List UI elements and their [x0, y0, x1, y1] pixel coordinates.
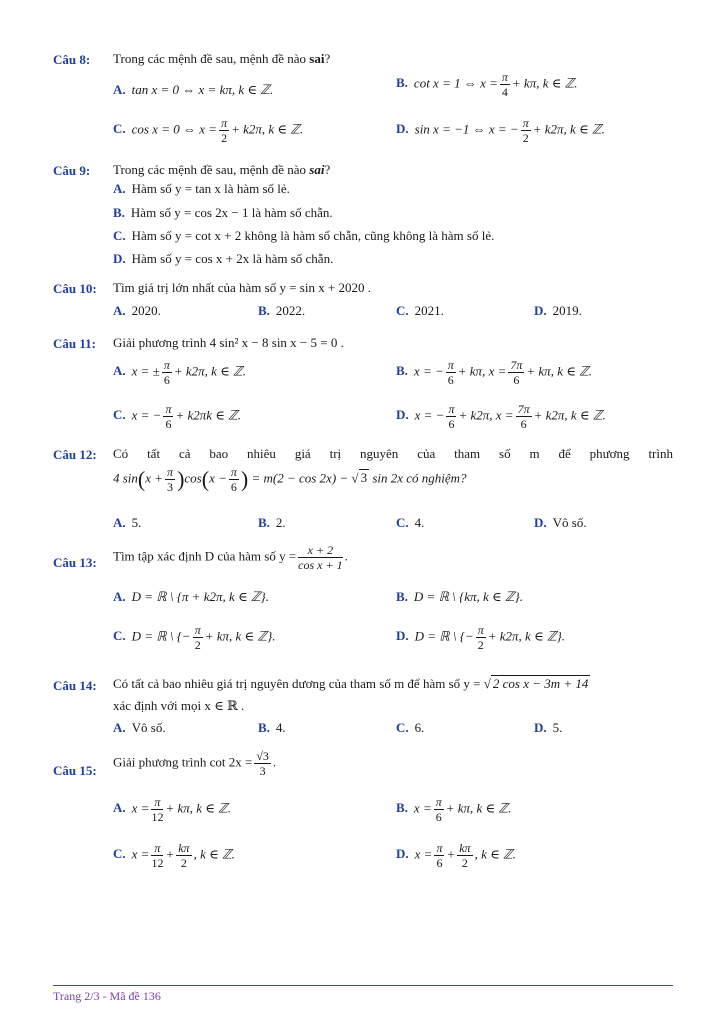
option-d: D. x = $\frac{\pi}{6}$ + $\frac{k\pi}{2}$ , k ∈ ℤ.: [396, 841, 516, 870]
option-b: B. cot x = 1 ⇔ x = $\frac{\pi}{4}$ + kπ, k ∈ ℤ.: [396, 70, 578, 99]
question-number: Câu 8:: [53, 52, 91, 67]
question-number: Câu 13:: [53, 555, 97, 570]
fraction: $\frac{\pi}{6}$: [436, 841, 443, 870]
option-c: C. cos x = 0 ⇔ x = $\frac{\pi}{2}$ + k2π, k ∈ ℤ.: [113, 116, 304, 145]
fraction: $\frac{\pi}{6}$: [447, 358, 454, 387]
option-b: B. 2022.: [258, 303, 306, 318]
fraction: $\frac{x + 2}{\text{cos x + 1}}$: [298, 543, 343, 572]
option-d: D. sin x = −1 ⇔ x = − $\frac{\pi}{2}$ + k2π, k ∈ ℤ.: [396, 116, 605, 145]
option-b: B. 4.: [258, 720, 286, 735]
fraction: $\frac{√3}{3}$: [256, 749, 269, 778]
footer-text: Trang 2/3 - Mã đề 136: [53, 989, 161, 1003]
fraction: $\frac{7\pi}{6}$: [517, 402, 530, 431]
option-c: C. x = $\frac{\pi}{12}$ + $\frac{k\pi}{2}$ , k ∈ ℤ.: [113, 841, 235, 870]
option-c: C. D = ℝ \ {− $\frac{\pi}{2}$ + kπ, k ∈ ℤ}.: [113, 623, 276, 652]
option-c: C. x = − $\frac{\pi}{6}$ + k2πk ∈ ℤ.: [113, 402, 242, 431]
fraction: $\frac{\pi}{12}$: [151, 841, 164, 870]
question-number: Câu 11:: [53, 336, 96, 351]
question-number: Câu 15:: [53, 763, 97, 778]
fraction: $\frac{\pi}{4}$: [501, 70, 508, 99]
question-stem: Tìm tập xác định D của hàm số y = $\frac{x + 2}{\text{cos x + 1}}$ .: [113, 543, 348, 572]
option-b: B. D = ℝ \ {kπ, k ∈ ℤ}.: [396, 589, 523, 604]
question-stem-line-2: xác định với mọi x ∈ ℝ .: [113, 698, 245, 713]
option-a: A. Hàm số y = tan x là hàm số lẻ.: [113, 181, 290, 196]
option-d: D. x = − $\frac{\pi}{6}$ + k2π, x = $\frac{7\pi}{6}$ + k2π, k ∈ ℤ.: [396, 402, 606, 431]
option-c: C. 4.: [396, 515, 425, 530]
question-stem: Tìm giá trị lớn nhất của hàm số y = sin x + 2020 .: [113, 280, 372, 295]
option-d: D. D = ℝ \ {− $\frac{\pi}{2}$ + k2π, k ∈ ℤ}.: [396, 623, 566, 652]
fraction: $\frac{\pi}{2}$: [194, 623, 201, 652]
fraction: $\frac{\pi}{6}$: [448, 402, 455, 431]
option-c: C. Hàm số y = cot x + 2 không là hàm số chẵn, cũng không là hàm số lẻ.: [113, 228, 495, 243]
fraction: $\frac{\pi}{6}$: [163, 358, 170, 387]
fraction: $\frac{\pi}{2}$: [522, 116, 529, 145]
option-d: D. Hàm số y = cos x + 2x là hàm số chẵn.: [113, 251, 334, 266]
question-number: Câu 14:: [53, 678, 97, 693]
option-a: A. Vô số.: [113, 720, 166, 735]
fraction: $\frac{\pi}{12}$: [151, 795, 164, 824]
fraction: $\frac{\pi}{6}$: [435, 795, 442, 824]
option-c: C. 2021.: [396, 303, 444, 318]
question-number: Câu 10:: [53, 281, 97, 296]
option-b: B. Hàm số y = cos 2x − 1 là hàm số chẵn.: [113, 205, 333, 220]
option-a: A. x = $\frac{\pi}{12}$ + kπ, k ∈ ℤ.: [113, 795, 232, 824]
fraction: $\frac{\pi}{3}$: [167, 465, 174, 494]
fraction: $\frac{k\pi}{2}$: [178, 841, 190, 870]
fraction: $\frac{\pi}{2}$: [221, 116, 228, 145]
question-stem: Có tất cả bao nhiêu giá trị nguyên dương của tham số m để hàm số y = √ 2 cos x − 3m + 14: [113, 676, 589, 691]
fraction: $\frac{7\pi}{6}$: [510, 358, 523, 387]
fraction: $\frac{\pi}{2}$: [477, 623, 484, 652]
question-stem: Có tất cả bao nhiêu giá trị nguyên của tham số m để phương trình: [113, 446, 673, 461]
option-b: B. 2.: [258, 515, 286, 530]
option-a: A. tan x = 0 ⇔ x = kπ, k ∈ ℤ.: [113, 82, 274, 97]
option-d: D. 5.: [534, 720, 563, 735]
option-b: B. x = $\frac{\pi}{6}$ + kπ, k ∈ ℤ.: [396, 795, 512, 824]
question-number: Câu 9:: [53, 163, 91, 178]
question-stem: Giải phương trình cot 2x = $\frac{√3}{3}$ .: [113, 749, 277, 778]
option-b: B. x = − $\frac{\pi}{6}$ + kπ, x = $\frac{7\pi}{6}$ + kπ, k ∈ ℤ.: [396, 358, 593, 387]
fraction: $\frac{k\pi}{2}$: [459, 841, 471, 870]
equation: 4 sin(x + $\frac{\pi}{3}$ )cos(x − $\frac{\pi}{6}$ ) = m(2 − cos 2x) − √ 3 sin 2x có nghiệm?: [113, 465, 467, 494]
option-d: D. 2019.: [534, 303, 582, 318]
option-a: A. D = ℝ \ {π + k2π, k ∈ ℤ}.: [113, 589, 269, 604]
option-d: D. Vô số.: [534, 515, 587, 530]
question-stem: Giải phương trình 4 sin² x − 8 sin x − 5 = 0 .: [113, 335, 344, 350]
fraction: $\frac{\pi}{6}$: [165, 402, 172, 431]
option-a: A. 2020.: [113, 303, 161, 318]
question-stem: Trong các mệnh đề sau, mệnh đề nào sai?: [113, 162, 331, 177]
option-a: A. x = ± $\frac{\pi}{6}$ + k2π, k ∈ ℤ.: [113, 358, 246, 387]
page-footer: [53, 985, 673, 1004]
question-stem: Trong các mệnh đề sau, mệnh đề nào sai?: [113, 51, 331, 66]
question-number: Câu 12:: [53, 447, 97, 462]
fraction: $\frac{\pi}{6}$: [230, 465, 237, 494]
option-a: A. 5.: [113, 515, 142, 530]
option-c: C. 6.: [396, 720, 425, 735]
